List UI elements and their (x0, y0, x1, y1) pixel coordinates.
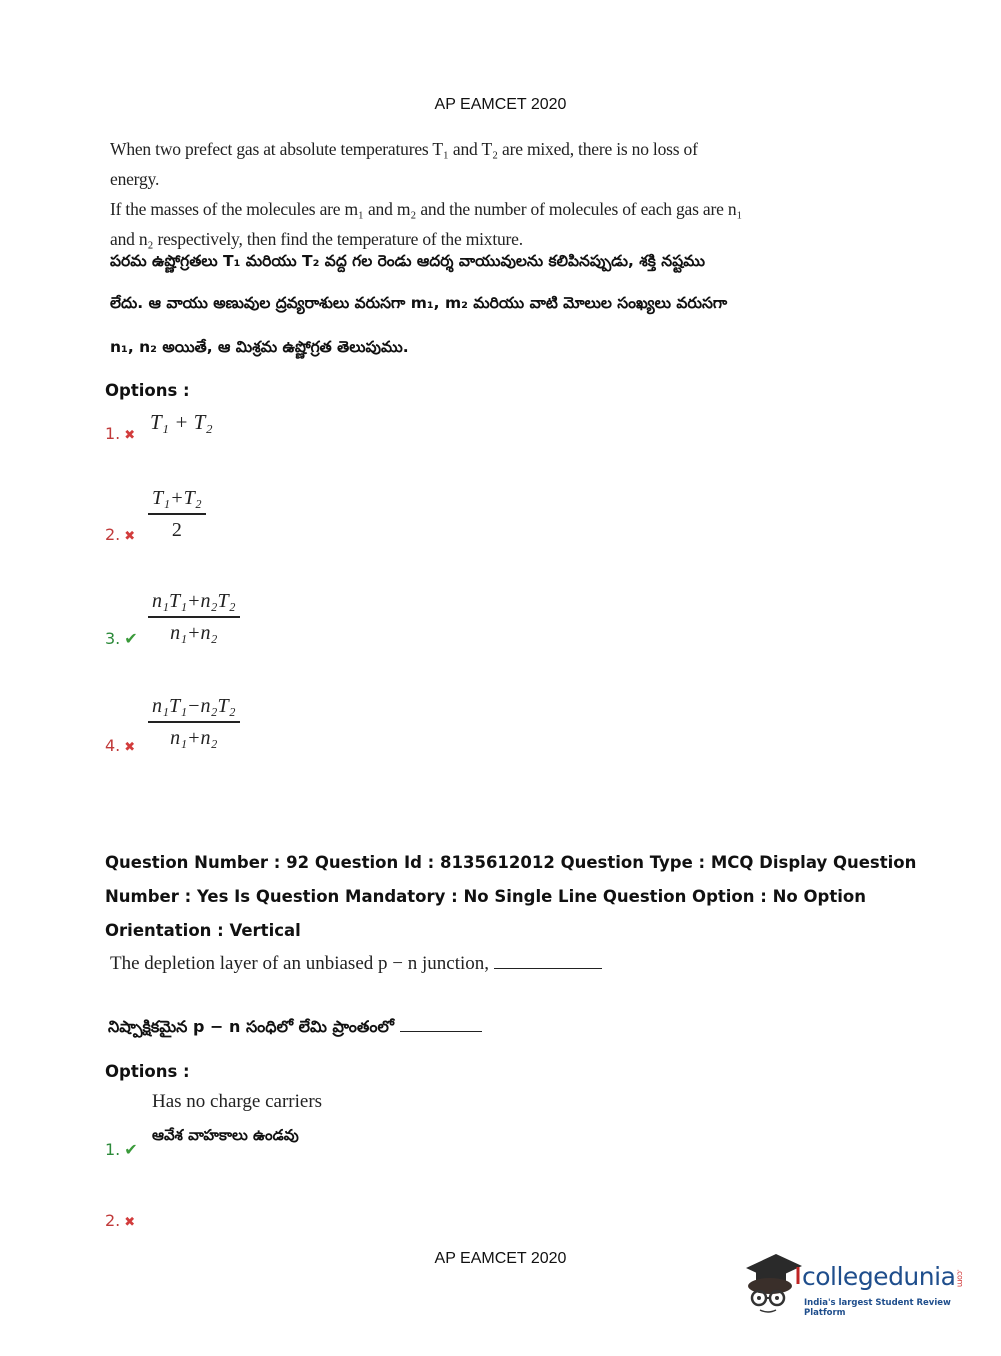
correct-mark-icon: ✔ (124, 629, 138, 648)
question-1-telugu-line: లేదు. ఆ వాయు అణువుల ద్రవ్యరాశులు వరుసగా m₁, m₂ మరియు వాటి మోలుల సంఖ్యలు వరుసగా (110, 294, 728, 312)
correct-mark-icon: ✔ (124, 1140, 138, 1159)
option-number: 2. (105, 1211, 121, 1230)
option-number: 1. (105, 424, 121, 443)
q2-option-1[interactable] (105, 1140, 138, 1159)
question-2-english (110, 953, 602, 975)
wrong-mark-icon: ✖ (124, 740, 136, 755)
answer-blank (494, 968, 602, 969)
question-1-telugu-line: పరమ ఉష్ణోగ్రతలు T₁ మరియు T₂ వద్ద గల రెండు ఆదర్శ వాయువులను కలిపినప్పుడు, శక్తి నష్టము (110, 252, 705, 270)
question-1-english-line: If the masses of the molecules are m₁ and m₂ and the number of molecules of each gas are n₁ (110, 199, 743, 219)
fraction-denominator: n₁+n₂ (170, 622, 218, 644)
option-number: 1. (105, 1140, 121, 1159)
wrong-mark-icon: ✖ (124, 529, 136, 544)
logo-name: collegedunia (802, 1262, 956, 1291)
option-4-fraction (148, 695, 240, 750)
option-number: 2. (105, 525, 121, 544)
fraction-denominator: 2 (171, 519, 182, 541)
q2-option-1-telugu: ఆవేశ వాహకాలు ఉండవు (152, 1126, 299, 1144)
option-2-fraction (148, 487, 206, 542)
option-4[interactable] (105, 736, 135, 755)
option-3-fraction (148, 590, 240, 645)
q2-option-1-english: Has no charge carriers (152, 1091, 323, 1112)
page-header-title: AP EAMCET 2020 (434, 96, 567, 113)
mascot-icon (742, 1250, 804, 1316)
question-1-telugu-line: n₁, n₂ అయితే, ఆ మిశ్రమ ఉష్ణోగ్రత తెలుపుము. (110, 338, 409, 356)
fraction-numerator: T₁+T₂ (148, 487, 206, 515)
option-2[interactable] (105, 525, 135, 544)
options-label: Options : (105, 381, 190, 400)
option-number: 4. (105, 736, 121, 755)
wrong-mark-icon: ✖ (124, 428, 136, 443)
option-1-expression: T₁ + T₂ (150, 410, 213, 434)
question-2-telugu-text: నిష్పాక్షికమైన p − n సంధిలో లేమి ప్రాంతంలో (108, 1017, 394, 1036)
fraction-denominator: n₁+n₂ (170, 727, 218, 749)
wrong-mark-icon: ✖ (124, 1215, 136, 1230)
question-2-english-text: The depletion layer of an unbiased p − n junction, (110, 953, 489, 974)
fraction-numerator: n₁T₁+n₂T₂ (148, 590, 240, 618)
answer-blank (400, 1031, 482, 1032)
question-2-telugu (108, 1017, 482, 1040)
question-meta-line: Orientation : Vertical (105, 921, 301, 940)
question-meta-line: Number : Yes Is Question Mandatory : No Single Line Question Option : No Option (105, 887, 866, 906)
options-label: Options : (105, 1062, 190, 1081)
option-3[interactable] (105, 629, 138, 648)
q2-option-2[interactable] (105, 1211, 135, 1230)
logo-tagline: India's largest Student Review Platform (804, 1298, 951, 1318)
logo-suffix: .com (955, 1269, 965, 1287)
question-1-english (110, 134, 750, 254)
option-number: 3. (105, 629, 121, 648)
fraction-numerator: n₁T₁−n₂T₂ (148, 695, 240, 723)
option-1[interactable] (105, 424, 135, 443)
question-meta-line: Question Number : 92 Question Id : 8135612012 Question Type : MCQ Display Question (105, 853, 917, 872)
page-footer-title: AP EAMCET 2020 (434, 1250, 567, 1267)
question-1-english-line: and n₂ respectively, then find the temperature of the mixture. (110, 229, 523, 249)
question-1-english-line: When two prefect gas at absolute temperatures T₁ and T₂ are mixed, there is no loss of energy. (110, 139, 698, 189)
collegedunia-logo[interactable] (742, 1250, 972, 1320)
